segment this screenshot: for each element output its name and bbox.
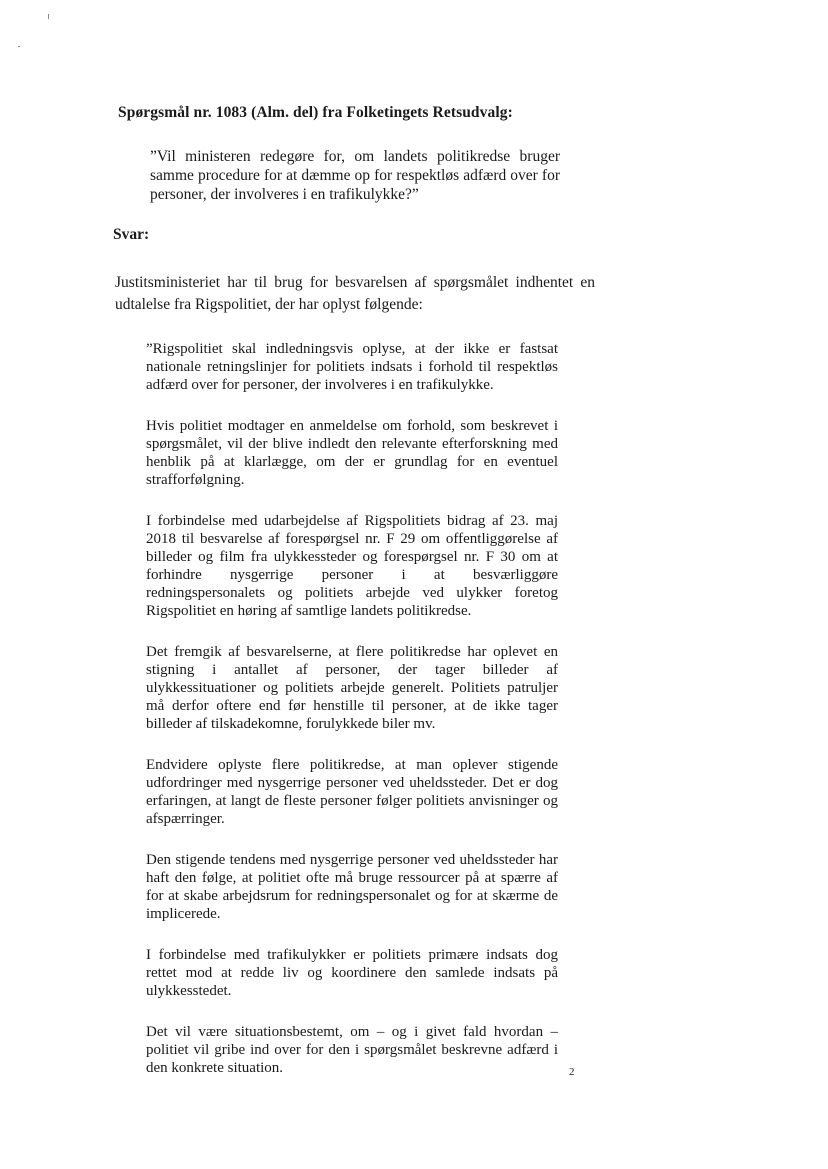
page-number: 2: [569, 1066, 575, 1078]
quote-paragraph: ”Rigspolitiet skal indledningsvis oplyse, at der ikke er fastsat nationale retningslinjer for politiets indsats i forhold til respektløs adfærd over for personer, der involveres i en trafikulykke.: [146, 341, 558, 393]
question-text: ”Vil ministeren redegøre for, om landets politikredse bruger samme procedure for at dæmme op for respektløs adfærd over for personer, der involveres i en trafikulykke?”: [150, 148, 560, 203]
quote-paragraph: Endvidere oplyste flere politikredse, at man oplever stigende udfordringer med nysgerrige personer ved uheldssteder. Det er dog erfaringen, at langt de fleste personer følger politiets anvisninger og afspærringer.: [146, 757, 558, 827]
quoted-statement: [146, 340, 558, 1100]
quote-paragraph: Hvis politiet modtager en anmeldelse om forhold, som beskrevet i spørgsmålet, vil der blive indledt den relevante efterforskning med henblik på at klarlægge, om der er grundlag for en eventuel strafforfølgning.: [146, 418, 558, 488]
answer-label: Svar:: [113, 226, 150, 243]
quote-paragraph: Den stigende tendens med nysgerrige personer ved uheldssteder har haft den følge, at politiet ofte må bruge ressourcer på at spærre af for at skabe arbejdsrum for redningspersonalet og for at skærme de implicerede.: [146, 852, 558, 922]
quote-paragraph: Det fremgik af besvarelserne, at flere politikredse har oplevet en stigning i antallet af personer, der tager billeder af ulykkessituationer og politiets arbejde generelt. Politiets patruljer må derfor oftere end før henstille til personer, at de ikke tager billeder af tilskadekomne, forulykkede biler mv.: [146, 644, 558, 732]
scan-speck: [48, 14, 49, 19]
quote-paragraph: Det vil være situationsbestemt, om – og i givet fald hvordan – politiet vil gribe ind over for den i spørgsmålet beskrevne adfærd i den konkrete situation.: [146, 1024, 558, 1076]
quote-paragraph: I forbindelse med udarbejdelse af Rigspolitiets bidrag af 23. maj 2018 til besvarelse af forespørgsel nr. F 29 om offentliggørelse af billeder og film fra ulykkessteder og forespørgsel nr. F 30 om at forhindre nysgerrige personer i at besværliggøre redningspersonalets og politiets arbejde ved ulykker foretog Rigspolitiet en høring af samtlige landets politikredse.: [146, 513, 558, 619]
answer-intro: Justitsministeriet har til brug for besvarelsen af spørgsmålet indhentet en udtalelse fra Rigspolitiet, der har oplyst følgende:: [115, 274, 595, 313]
quote-paragraph: I forbindelse med trafikulykker er politiets primære indsats dog rettet mod at redde liv og koordinere den samlede indsats på ulykkesstedet.: [146, 947, 558, 999]
scan-speck: [18, 46, 20, 47]
question-heading: Spørgsmål nr. 1083 (Alm. del) fra Folketingets Retsudvalg:: [118, 104, 513, 121]
